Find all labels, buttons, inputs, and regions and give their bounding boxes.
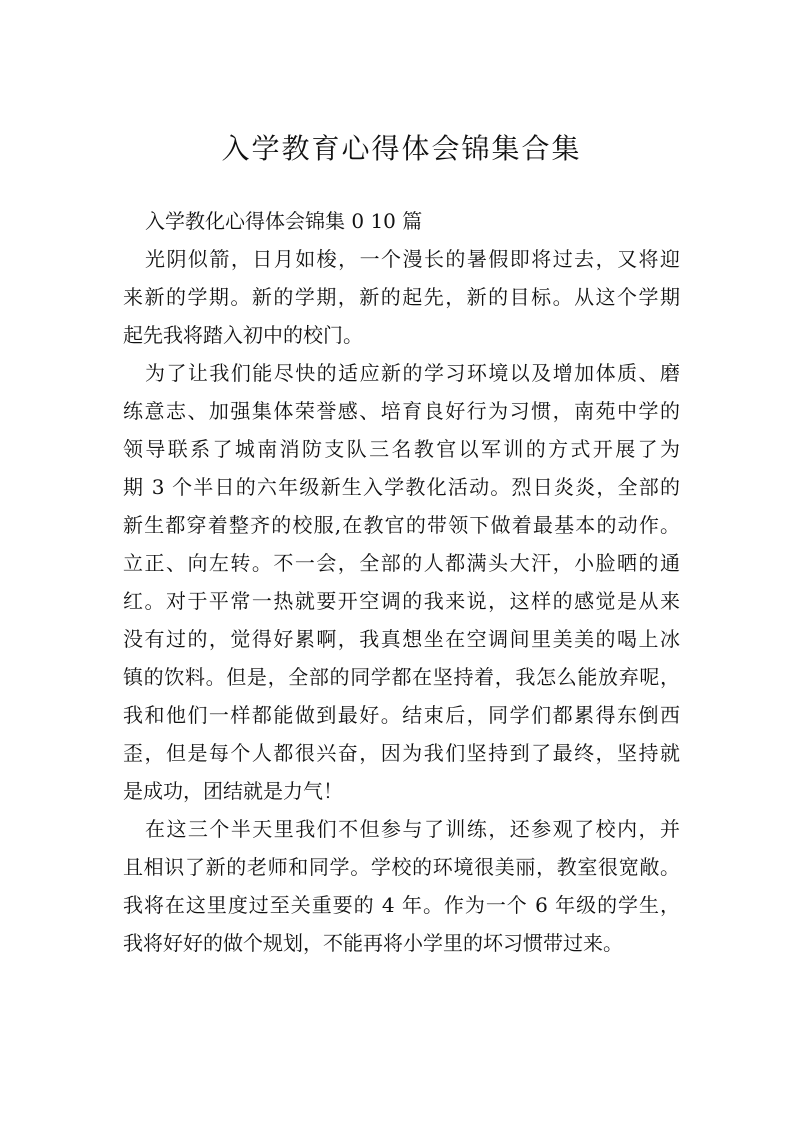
paragraph-line: 期 3 个半日的六年级新生入学教化活动。烈日炎炎，全部的	[123, 475, 680, 499]
paragraph-line: 为了让我们能尽快的适应新的学习环境以及增加体质、磨	[145, 361, 680, 385]
paragraph-line: 立正、向左转。不一会，全部的人都满头大汗，小脸晒的通	[123, 551, 680, 575]
paragraph-line: 光阴似箭，日月如梭，一个漫长的暑假即将过去，又将迎	[145, 247, 680, 271]
paragraph-line: 练意志、加强集体荣誉感、培育良好行为习惯，南苑中学的	[123, 399, 680, 423]
paragraph-line: 我将在这里度过至关重要的 4 年。作为一个 6 年级的学生，	[123, 893, 680, 917]
paragraph-line: 镇的饮料。但是，全部的同学都在坚持着，我怎么能放弃呢，	[123, 665, 680, 689]
paragraph-line: 没有过的，觉得好累啊，我真想坐在空调间里美美的喝上冰	[123, 627, 680, 651]
paragraph-line: 领导联系了城南消防支队三名教官以军训的方式开展了为	[123, 437, 680, 461]
paragraph-line: 在这三个半天里我们不但参与了训练，还参观了校内，并	[145, 817, 680, 841]
body-paragraph	[123, 810, 680, 962]
paragraph-line: 起先我将踏入初中的校门。	[123, 323, 363, 347]
paragraph-line: 我将好好的做个规划，不能再将小学里的坏习惯带过来。	[123, 931, 623, 955]
paragraph-line: 且相识了新的老师和同学。学校的环境很美丽，教室很宽敞。	[123, 855, 680, 879]
paragraph-line: 歪，但是每个人都很兴奋，因为我们坚持到了最终，坚持就	[123, 741, 680, 765]
paragraph-line: 我和他们一样都能做到最好。结束后，同学们都累得东倒西	[123, 703, 680, 727]
body-paragraph	[123, 240, 680, 354]
document-subtitle: 入学教化心得体会锦集 0 10 篇	[145, 209, 423, 233]
body-paragraph	[123, 354, 680, 810]
document-body	[123, 240, 680, 962]
document-title: 入学教育心得体会锦集合集	[221, 132, 582, 165]
paragraph-line: 是成功，团结就是力气！	[123, 779, 343, 803]
paragraph-line: 来新的学期。新的学期，新的起先，新的目标。从这个学期	[123, 285, 680, 309]
paragraph-line: 新生都穿着整齐的校服,在教官的带领下做着最基本的动作。	[123, 513, 680, 537]
paragraph-line: 红。对于平常一热就要开空调的我来说，这样的感觉是从来	[123, 589, 680, 613]
